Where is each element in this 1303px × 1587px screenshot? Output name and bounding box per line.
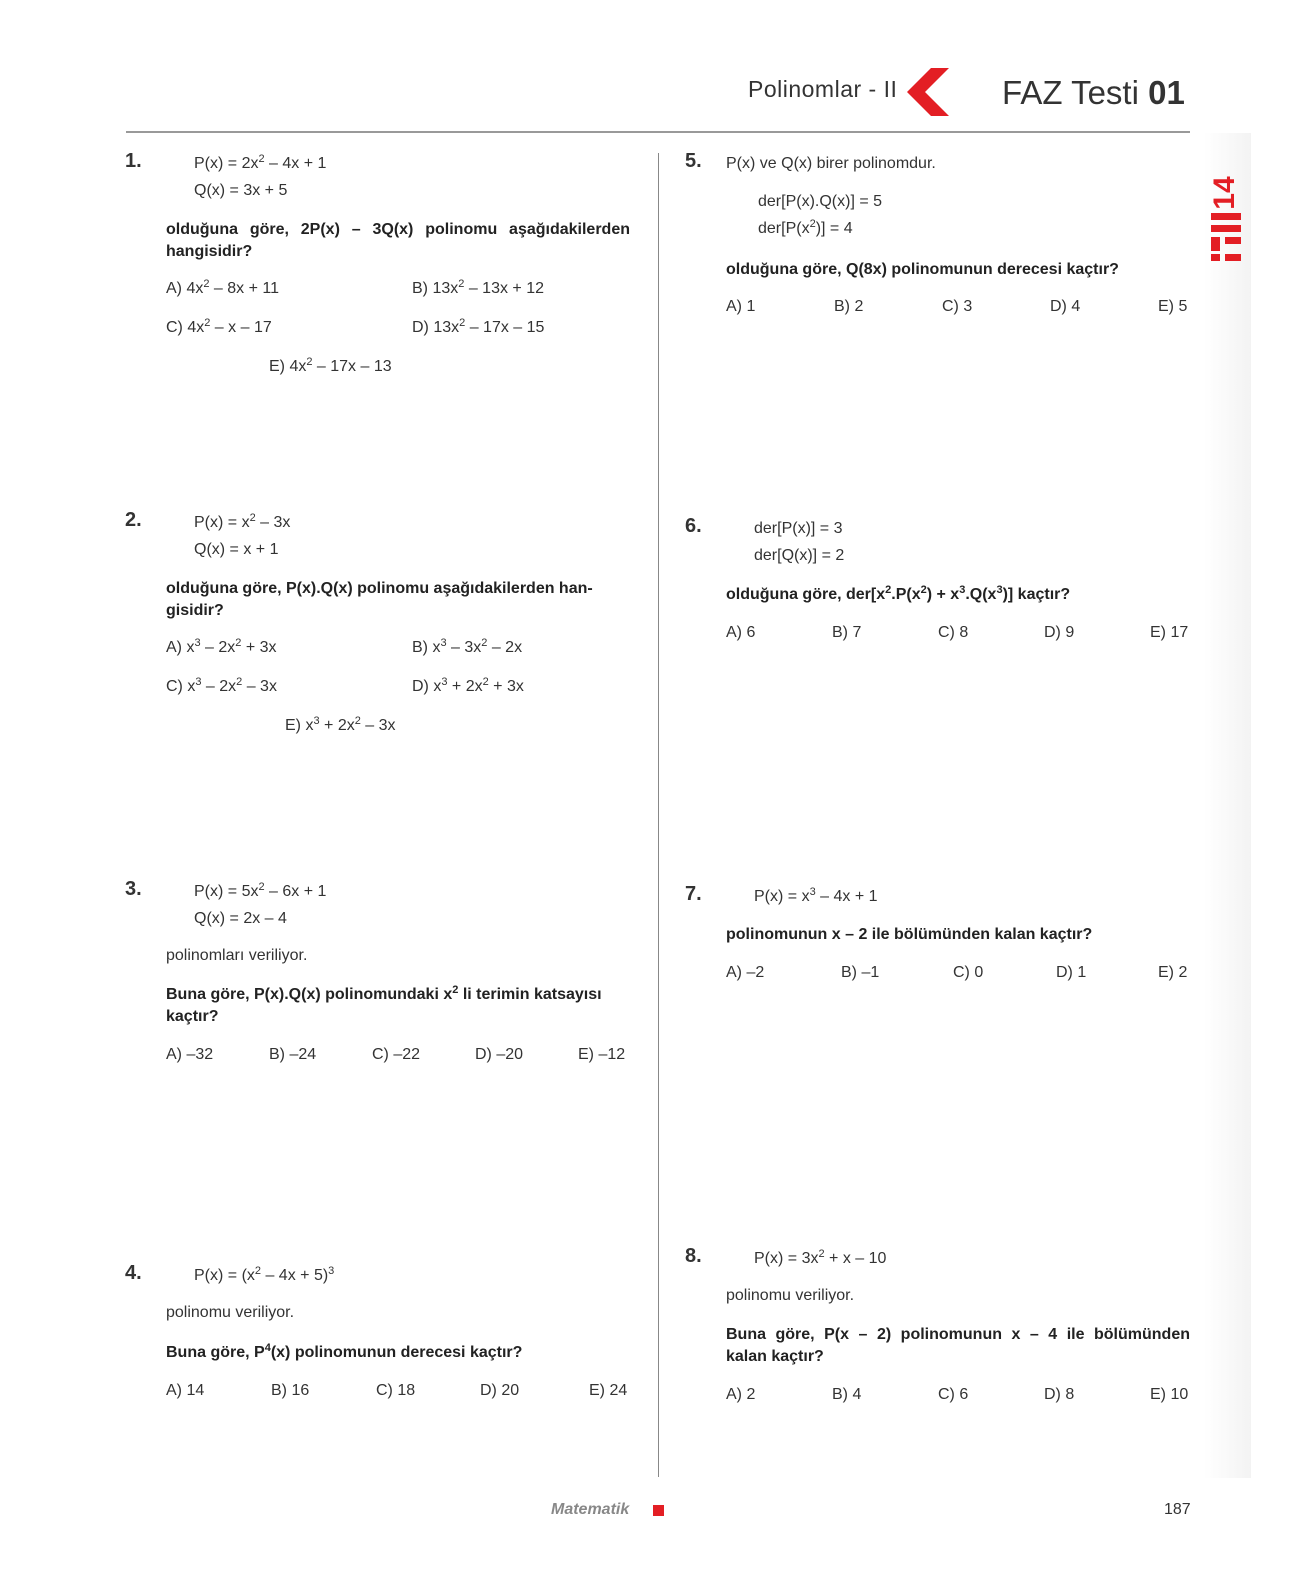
- test-title: [1002, 74, 1185, 112]
- q8-option-d[interactable]: D) 8: [1044, 1386, 1075, 1403]
- column-divider: [658, 153, 659, 1477]
- q6-option-c[interactable]: C) 8: [938, 624, 969, 641]
- q2-option-e[interactable]: E) $x^3 + 2x^2 - 3x$: [285, 715, 396, 734]
- q3-formula-p: $P(x) = 5x^2 - 6x + 1$: [194, 881, 327, 900]
- q2-option-b[interactable]: B) $x^3 - 3x^2 - 2x$: [412, 637, 523, 656]
- test-title-number: 01: [1148, 74, 1185, 111]
- q7-option-e[interactable]: E) 2: [1158, 964, 1188, 981]
- q1-formula-q: Q(x) = 3x + 5: [194, 182, 288, 199]
- q1-formula-p: $P(x) = 2x^2 - 4x + 1$: [194, 153, 327, 172]
- page-number: 187: [1164, 1501, 1191, 1518]
- q6-formula-2: der[Q(x)] = 2: [754, 547, 845, 564]
- q2-formula-p: $P(x) = x^2 - 3x$: [194, 512, 291, 531]
- q7-option-c[interactable]: C) 0: [953, 964, 984, 981]
- side-strip: [1204, 133, 1251, 1478]
- question-2-number: 2.: [125, 509, 142, 531]
- q4-prompt: Buna göre, $P^4(x)$ polinomunun derecesi kaçtır?: [166, 1342, 523, 1361]
- footer-subject: Matematik: [551, 1501, 630, 1518]
- q8-option-c[interactable]: C) 6: [938, 1386, 969, 1403]
- q4-option-c[interactable]: C) 18: [376, 1382, 416, 1399]
- q8-note: polinomu veriliyor.: [726, 1287, 855, 1304]
- question-3-number: 3.: [125, 878, 142, 900]
- q1-option-b[interactable]: B) $13x^2 - 13x + 12$: [412, 278, 544, 297]
- q3-formula-q: Q(x) = 2x – 4: [194, 910, 287, 927]
- q5-option-e[interactable]: E) 5: [1158, 298, 1188, 315]
- q1-option-d[interactable]: D) $13x^2 - 17x - 15$: [412, 317, 545, 336]
- q4-option-a[interactable]: A) 14: [166, 1382, 205, 1399]
- q6-prompt: olduğuna göre, $der[x^2.P(x^2) + x^3.Q(x^3)]$ kaçtır?: [726, 584, 1071, 603]
- question-4-number: 4.: [125, 1262, 142, 1284]
- question-6-number: 6.: [685, 515, 702, 537]
- test-title-prefix: FAZ Testi: [1002, 74, 1139, 111]
- q3-option-b[interactable]: B) –24: [269, 1046, 317, 1063]
- q8-prompt-line1: Buna göre, P(x – 2) polinomunun x – 4 ile bölümünden: [726, 1326, 1190, 1343]
- q5-option-a[interactable]: A) 1: [726, 298, 756, 315]
- q8-option-e[interactable]: E) 10: [1150, 1386, 1189, 1403]
- q5-option-d[interactable]: D) 4: [1050, 298, 1081, 315]
- q1-option-c[interactable]: C) $4x^2$ – x – 17: [166, 317, 272, 336]
- q8-prompt-line2: kalan kaçtır?: [726, 1348, 824, 1365]
- q5-formula-1: der[P(x).Q(x)] = 5: [758, 193, 883, 210]
- q3-option-d[interactable]: D) –20: [475, 1046, 524, 1063]
- question-8-number: 8.: [685, 1245, 702, 1267]
- q7-formula-p: $P(x) = x^3 - 4x + 1$: [754, 886, 878, 905]
- q6-option-d[interactable]: D) 9: [1044, 624, 1075, 641]
- q1-option-e[interactable]: E) $4x^2 - 17x - 13$: [269, 356, 392, 375]
- faz-logo-icon: [1211, 213, 1241, 261]
- q3-prompt-line2: kaçtır?: [166, 1008, 219, 1025]
- footer-square-icon: [653, 1505, 664, 1516]
- q3-note: polinomları veriliyor.: [166, 947, 308, 964]
- q7-option-b[interactable]: B) –1: [841, 964, 880, 981]
- q5-prompt: olduğuna göre, Q(8x) polinomunun derecesi kaçtır?: [726, 261, 1119, 278]
- q4-option-d[interactable]: D) 20: [480, 1382, 520, 1399]
- q2-prompt-line2: gisidir?: [166, 602, 224, 619]
- q2-option-c[interactable]: C) $x^3 - 2x^2 - 3x$: [166, 676, 277, 695]
- q7-option-a[interactable]: A) –2: [726, 964, 765, 981]
- q1-option-a[interactable]: A) $4x^2 - 8x + 11$: [166, 278, 279, 297]
- q2-formula-q: Q(x) = x + 1: [194, 541, 279, 558]
- q4-option-e[interactable]: E) 24: [589, 1382, 628, 1399]
- q5-intro: P(x) ve Q(x) birer polinomdur.: [726, 155, 936, 172]
- side-tab-label: [1197, 155, 1257, 265]
- q3-option-a[interactable]: A) –32: [166, 1046, 214, 1063]
- q6-option-a[interactable]: A) 6: [726, 624, 756, 641]
- side-tab-number: 14: [1208, 176, 1241, 210]
- q3-option-c[interactable]: C) –22: [372, 1046, 421, 1063]
- q7-prompt: polinomunun x – 2 ile bölümünden kalan kaçtır?: [726, 926, 1093, 943]
- section-topic: Polinomlar - II: [748, 76, 898, 102]
- q3-prompt-line1: Buna göre, P(x).Q(x) polinomundaki $x^2$ li terimin katsayısı: [166, 984, 602, 1003]
- q4-formula-p: $P(x) = (x^2 - 4x + 5)^3$: [194, 1265, 335, 1284]
- q2-option-d[interactable]: D) $x^3 + 2x^2 + 3x$: [412, 676, 524, 695]
- question-7-number: 7.: [685, 883, 702, 905]
- q7-option-d[interactable]: D) 1: [1056, 964, 1087, 981]
- question-1-number: 1.: [125, 150, 142, 172]
- q1-prompt: olduğuna göre, 2P(x) – 3Q(x) polinomu aşağıdakilerden hangisidir?: [166, 221, 630, 260]
- header-divider: [126, 131, 1190, 133]
- q6-formula-1: der[P(x)] = 3: [754, 520, 843, 537]
- question-5-number: 5.: [685, 150, 702, 172]
- q8-option-a[interactable]: A) 2: [726, 1386, 756, 1403]
- q5-option-b[interactable]: B) 2: [834, 298, 864, 315]
- q4-note: polinomu veriliyor.: [166, 1304, 295, 1321]
- q5-option-c[interactable]: C) 3: [942, 298, 973, 315]
- q5-formula-2: $der[P(x^2)] = 4$: [758, 218, 853, 237]
- q3-option-e[interactable]: E) –12: [578, 1046, 626, 1063]
- q6-option-b[interactable]: B) 7: [832, 624, 862, 641]
- q2-prompt-line1: olduğuna göre, P(x).Q(x) polinomu aşağıdakilerden han-: [166, 580, 593, 597]
- q2-option-a[interactable]: A) $x^3 - 2x^2 + 3x$: [166, 637, 277, 656]
- q8-option-b[interactable]: B) 4: [832, 1386, 862, 1403]
- q6-option-e[interactable]: E) 17: [1150, 624, 1189, 641]
- q4-option-b[interactable]: B) 16: [271, 1382, 310, 1399]
- q8-formula-p: $P(x) = 3x^2 + x - 10$: [754, 1248, 887, 1267]
- chevron-left-icon: [905, 68, 951, 116]
